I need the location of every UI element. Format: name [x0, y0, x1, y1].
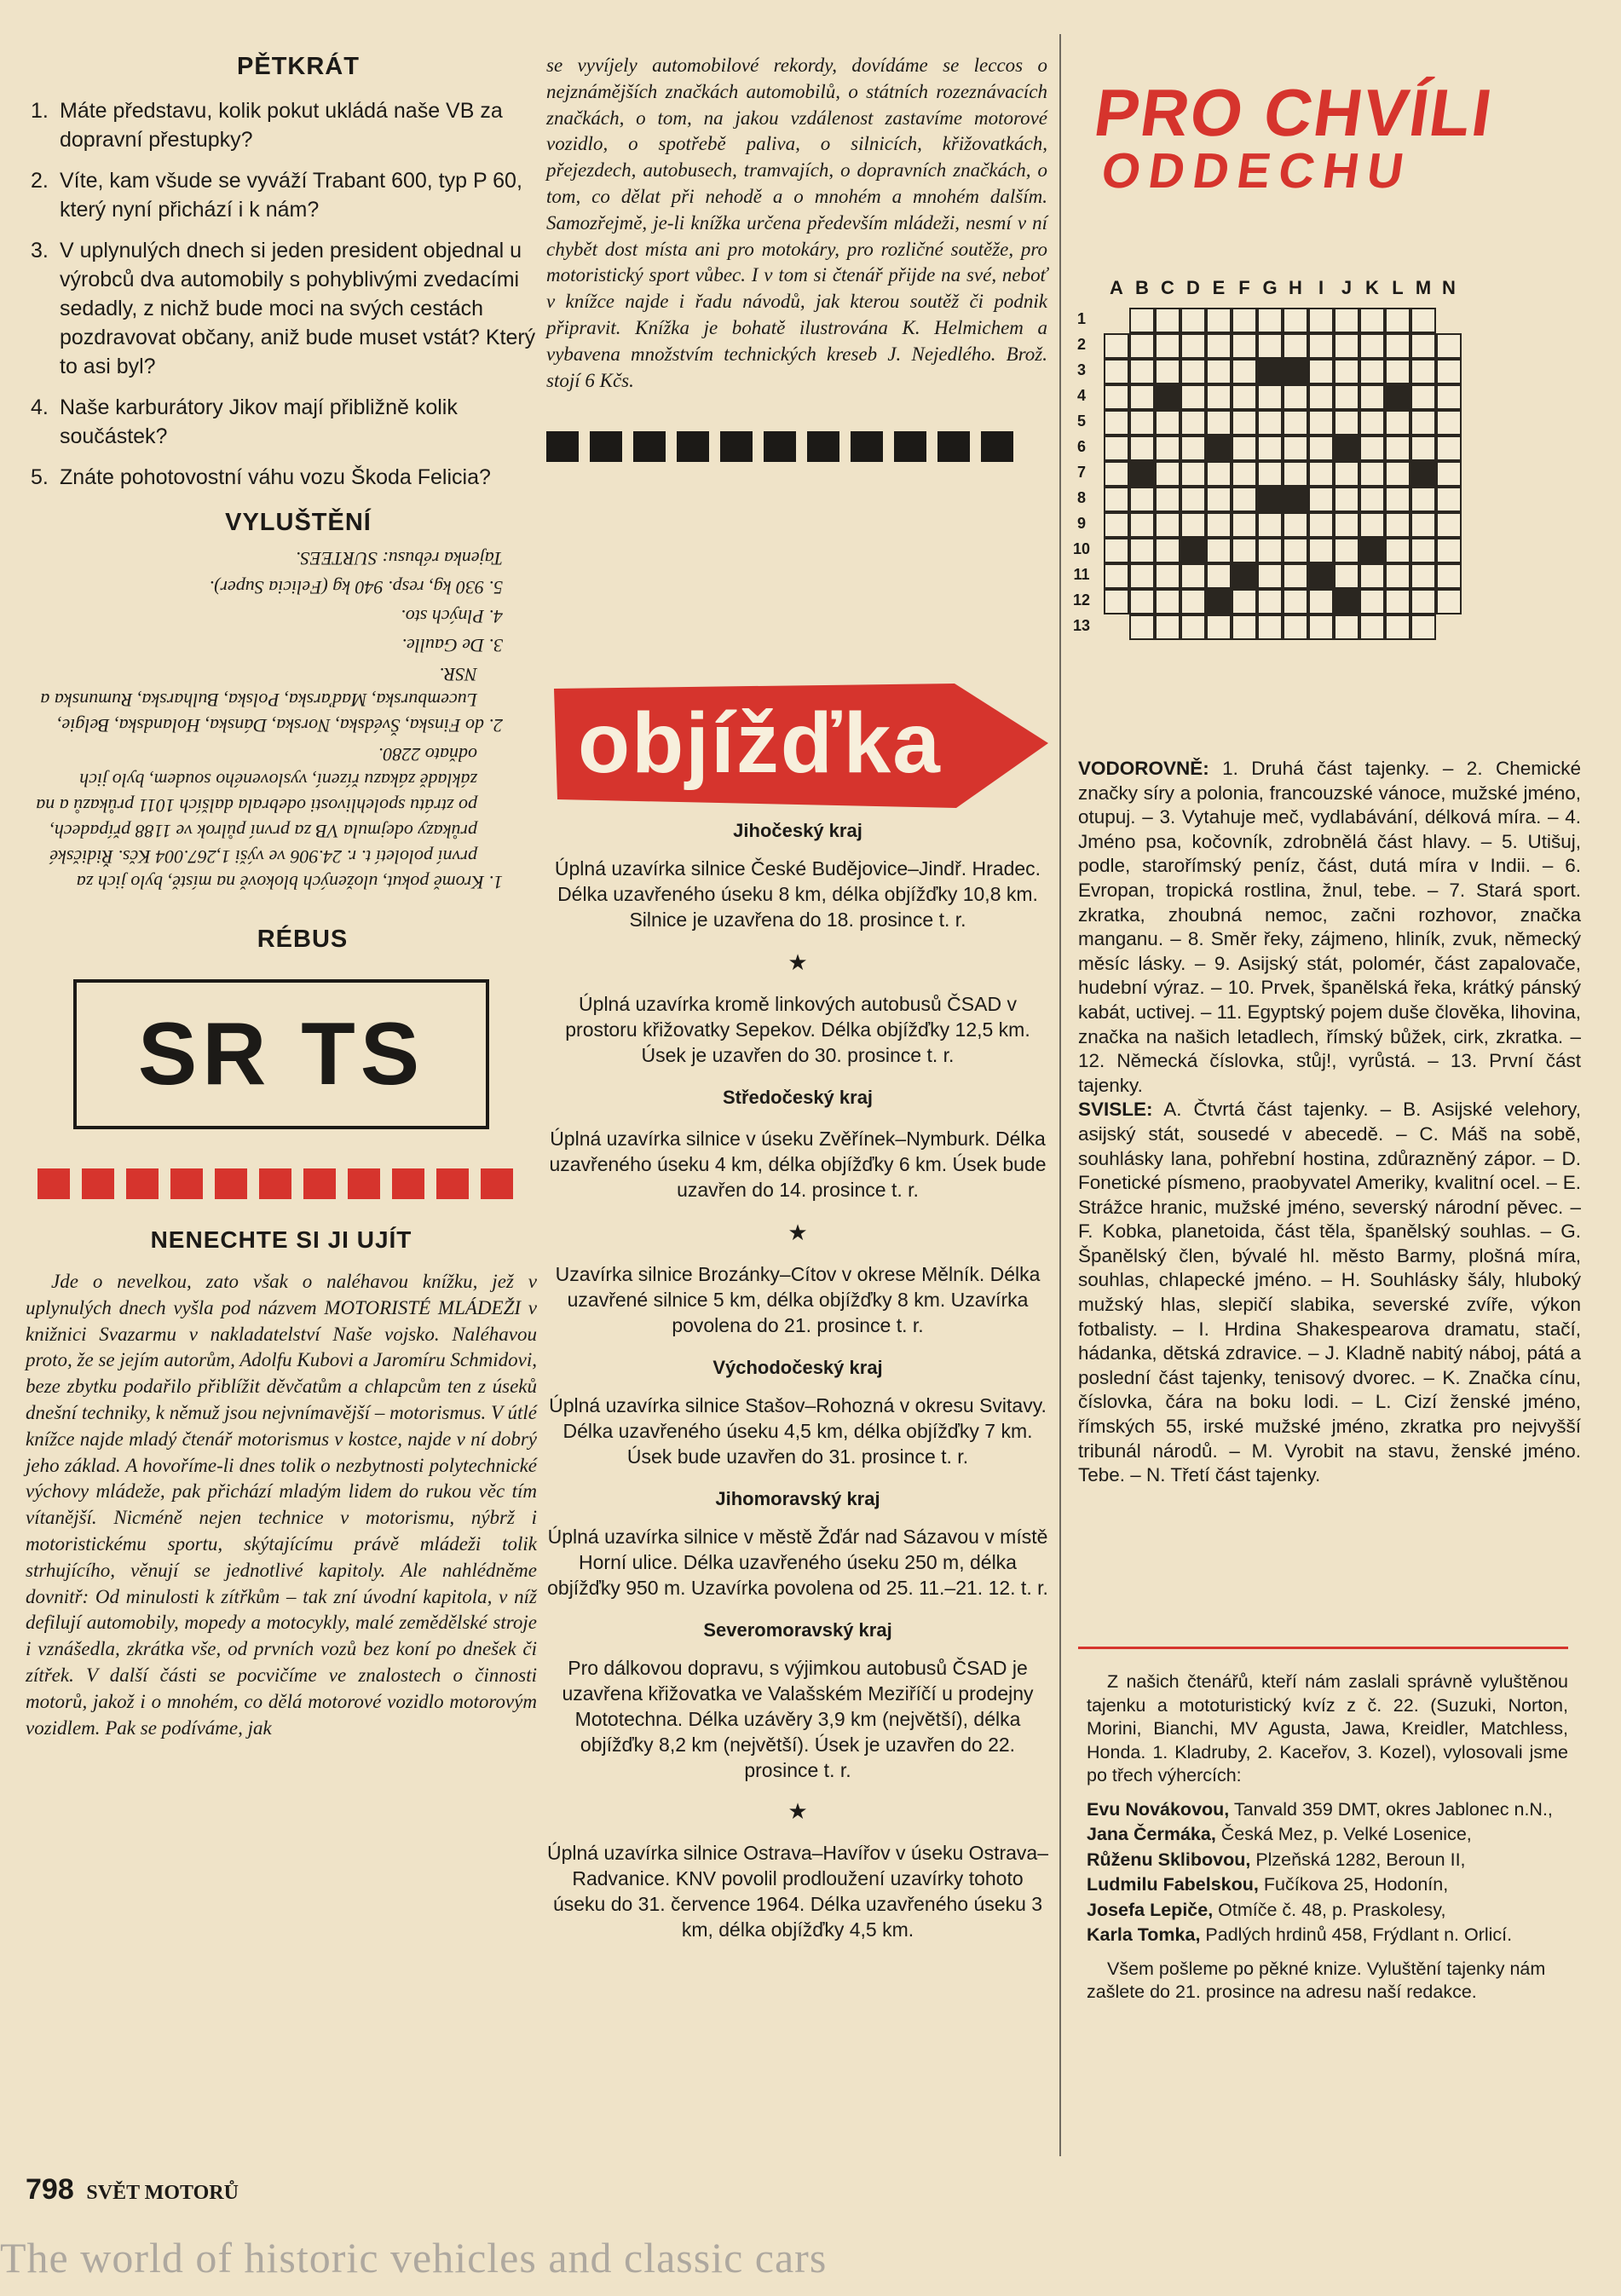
nenechte-body: Jde o nevelkou, zato však o naléhavou knížku, jež v uplynulých dnech vyšla pod názvem MOTORISTÉ MLÁDEŽI v knižnici Svazarmu v nakladatelství Naše vojsko. Naléhavou proto, že se jejím autorům, Adolfu Kubovi a Jaromíru Schmidovi, beze zbytku podařilo přiblížit děvčatům a chlapcům ten z úseků dnešní techniky, k němuž jsou nejvnímavější – motorismus. V útlé knížce najde mladý čtenář motorismus v kostce, najde v ní dobrý jeho základ. A hovoříme-li dnes tolik o nezbytnosti polytechnické výchovy mládeže, pak přichází mladým lidem do rukou věc tím vítanější. Nicméně nejen technice v motorismu, nýbrž i motoristickému sportu, skýtajícímu právě mládeži tolik strhujícího, věnují se jednotlivé kapitoly. Ale nahlédněme dovnitř: Od minulosti k zítřkům – tak zní úvodní kapitola, v níž defilují automobily, mopedy a motocykly, malé zemědělské stroje i vznášedla, zkrátka vše, od prvních vozů bez koní po dnešek či zítřek. V další části se pocvičíme ve znalostech o činnosti motorů, jakož i o mnohém, co dělá motorové vozidlo motorovým vozidlem. Pak se podíváme, jak [26, 1271, 537, 1739]
column-left [26, 0, 537, 1741]
grid-column-letter: E [1212, 277, 1226, 298]
grid-column-letter: A [1110, 277, 1123, 298]
crossword-cell[interactable] [1283, 538, 1308, 563]
crossword-header [1089, 75, 1538, 223]
crossword-cell[interactable] [1359, 436, 1385, 461]
crossword-cell[interactable] [1129, 384, 1155, 410]
grid-row-number: 4 [1076, 387, 1086, 404]
crossword-cell[interactable] [1334, 512, 1359, 538]
crossword-cell[interactable] [1334, 359, 1359, 384]
crossword-cell[interactable] [1180, 614, 1206, 640]
grid-row-number: 8 [1076, 489, 1086, 506]
crossword-cell[interactable] [1410, 589, 1436, 614]
crossword-cell[interactable] [1283, 589, 1308, 614]
crossword-cell[interactable] [1385, 359, 1410, 384]
crossword-cell[interactable] [1308, 461, 1334, 487]
grid-row-number: 3 [1076, 361, 1086, 378]
crossword-cell[interactable] [1308, 410, 1334, 436]
header-line-1: PRO CHVÍLI [1089, 75, 1498, 150]
crossword-cell[interactable] [1308, 614, 1334, 640]
crossword-cell[interactable] [1155, 461, 1180, 487]
crossword-cell[interactable] [1104, 436, 1129, 461]
crossword-cell[interactable] [1180, 487, 1206, 512]
answer-line: 3. De Gaulle. [401, 635, 503, 656]
crossword-clues [1078, 757, 1581, 1488]
crossword-cell[interactable] [1129, 461, 1155, 487]
quiz-list [26, 96, 537, 492]
crossword-cell[interactable] [1334, 563, 1359, 589]
crossword-cell[interactable] [1308, 436, 1334, 461]
winners-section [1087, 1670, 1568, 2005]
crossword-cell[interactable] [1232, 538, 1257, 563]
crossword-cell[interactable] [1257, 487, 1283, 512]
crossword-cell[interactable] [1436, 589, 1462, 614]
crossword-cell[interactable] [1385, 436, 1410, 461]
crossword-cell[interactable] [1283, 461, 1308, 487]
crossword-cell[interactable] [1436, 436, 1462, 461]
crossword-cell[interactable] [1232, 614, 1257, 640]
crossword-cell[interactable] [1232, 512, 1257, 538]
region-heading: Severomoravský kraj [703, 1619, 892, 1641]
crossword-cell[interactable] [1308, 589, 1334, 614]
crossword-grid [1070, 277, 1581, 729]
crossword-cell[interactable] [1334, 384, 1359, 410]
region-heading: Východočeský kraj [712, 1357, 883, 1378]
crossword-cell[interactable] [1410, 614, 1436, 640]
crossword-cell[interactable] [1129, 308, 1155, 333]
crossword-cell[interactable] [1359, 308, 1385, 333]
crossword-cell[interactable] [1180, 563, 1206, 589]
crossword-cell[interactable] [1104, 410, 1129, 436]
crossword-cell[interactable] [1155, 538, 1180, 563]
crossword-cell[interactable] [1129, 563, 1155, 589]
crossword-cell[interactable] [1385, 512, 1410, 538]
crossword-cell[interactable] [1283, 410, 1308, 436]
crossword-cell[interactable] [1206, 563, 1232, 589]
crossword-cell[interactable] [1232, 359, 1257, 384]
crossword-cell[interactable] [1334, 614, 1359, 640]
crossword-cell[interactable] [1334, 308, 1359, 333]
crossword-cell[interactable] [1180, 308, 1206, 333]
crossword-cell[interactable] [1232, 563, 1257, 589]
watermark-text: The world of historic vehicles and classic cars [0, 2234, 828, 2282]
detour-arrow-banner [554, 672, 1050, 813]
grid-column-letter: J [1341, 277, 1353, 298]
red-dash-divider [26, 1168, 537, 1199]
crossword-cell[interactable] [1257, 333, 1283, 359]
crossword-cell[interactable] [1436, 487, 1462, 512]
crossword-cell[interactable] [1180, 436, 1206, 461]
crossword-cell[interactable] [1385, 487, 1410, 512]
grid-row-number: 13 [1072, 617, 1091, 634]
crossword-cell[interactable] [1257, 512, 1283, 538]
star-separator: ★ [787, 949, 808, 975]
crossword-cell[interactable] [1129, 614, 1155, 640]
answer-line: 2. do Finska, Švédska, Norska, Dánska, Holandska, Belgie, Lucemburska, Maďarska, Polska, Bulharska, Rumunska a NSR. [40, 664, 503, 736]
crossword-cell[interactable] [1232, 384, 1257, 410]
quiz-item: 5. Znáte pohotovostní váhu vozu Škoda Felicia? [31, 465, 491, 489]
crossword-cell[interactable] [1283, 384, 1308, 410]
crossword-cell[interactable] [1129, 359, 1155, 384]
grid-column-letter: B [1135, 277, 1149, 298]
crossword-cell[interactable] [1410, 487, 1436, 512]
crossword-cell[interactable] [1206, 359, 1232, 384]
crossword-cell[interactable] [1359, 538, 1385, 563]
rebus-title: RÉBUS [257, 926, 349, 953]
red-divider-line [1078, 1647, 1568, 1649]
crossword-cell[interactable] [1410, 512, 1436, 538]
crossword-cell[interactable] [1206, 512, 1232, 538]
detour-notice: Pro dálkovou dopravu, s výjimkou autobusů ČSAD je uzavřena křižovatka ve Valašském Meziříčí u prodejny Mototechna. Délka uzávěry 3,9 km (největší), délka objížďky 8,2 km (největší). Úsek je uzavřen do 22. prosince t. r. [562, 1657, 1034, 1781]
crossword-cell[interactable] [1257, 563, 1283, 589]
crossword-cell[interactable] [1308, 359, 1334, 384]
crossword-cell[interactable] [1385, 563, 1410, 589]
crossword-cell[interactable] [1180, 589, 1206, 614]
crossword-cell[interactable] [1359, 384, 1385, 410]
crossword-cell[interactable] [1436, 359, 1462, 384]
detour-notice: Uzavírka silnice Brozánky–Cítov v okrese Mělník. Délka uzavřené silnice 5 km, délka objížďky 8 km. Uzavírka povolena do 21. prosince t. r. [555, 1263, 1041, 1336]
crossword-cell[interactable] [1206, 589, 1232, 614]
crossword-cell[interactable] [1155, 436, 1180, 461]
crossword-cell[interactable] [1104, 487, 1129, 512]
grid-row-number: 10 [1072, 540, 1091, 557]
crossword-cell[interactable] [1206, 410, 1232, 436]
crossword-cell[interactable] [1232, 333, 1257, 359]
crossword-cell[interactable] [1436, 333, 1462, 359]
crossword-cell[interactable] [1232, 308, 1257, 333]
answer-line: 4. Plných sto. [401, 606, 503, 627]
crossword-cell[interactable] [1180, 410, 1206, 436]
clues-horizontal: VODOROVNĚ: 1. Druhá část tajenky. – 2. Chemické značky síry a polonia, francouzské vánoce, mužské jméno, otupuj. – 3. Vytahuje meč, vydlabávání, délková míra. – 4. Jméno psa, kočovník, zdrobnělá část hlavy. – 5. Utišuj, podle, starořímský peníz, část, dutá míra v Indii. – 6. Evropan, tropická rostlina, žnul, tebe. – 7. Stará sport. zkratka, zhoubná nemoc, začni rozhovor, značka manganu. – 8. Směr řeky, zájmeno, hliník, zvuk, německý měsíc lásky. – 9. Asijský stát, polomér, část zapalovače, hudební výraz. – 10. Prvek, španělská řeka, krátký pánský kabát, uctivej. – 11. Egyptský pojem duše člověka, lihovina, značka na našich letadlech, římský bůžek, cirk, zkratka. – 12. Německá číslovka, stůj!, vyrůstá. – 13. První část tajenky. [1078, 758, 1581, 1096]
crossword-cell[interactable] [1359, 410, 1385, 436]
crossword-cell[interactable] [1129, 487, 1155, 512]
crossword-cell[interactable] [1257, 436, 1283, 461]
crossword-cell[interactable] [1385, 384, 1410, 410]
crossword-cell[interactable] [1155, 487, 1180, 512]
crossword-cell[interactable] [1410, 563, 1436, 589]
winner-entry: Karla Tomka, Padlých hrdinů 458, Frýdlant n. Orlicí. [1087, 1924, 1513, 1945]
crossword-cell[interactable] [1410, 308, 1436, 333]
crossword-cell[interactable] [1436, 563, 1462, 589]
crossword-cell[interactable] [1410, 359, 1436, 384]
crossword-cell[interactable] [1308, 563, 1334, 589]
crossword-cell[interactable] [1129, 512, 1155, 538]
rebus-puzzle-box: SR TS [73, 979, 489, 1129]
crossword-cell[interactable] [1283, 487, 1308, 512]
crossword-cell[interactable] [1359, 487, 1385, 512]
crossword-cell[interactable] [1334, 487, 1359, 512]
crossword-cell[interactable] [1206, 333, 1232, 359]
nenechte-title: NENECHTE SI JI UJÍT [150, 1226, 412, 1253]
crossword-cell[interactable] [1180, 333, 1206, 359]
crossword-cell[interactable] [1436, 384, 1462, 410]
crossword-cell[interactable] [1308, 384, 1334, 410]
quiz-item: 1. Máte představu, kolik pokut ukládá naše VB za dopravní přestupky? [31, 99, 503, 152]
region-heading: Jihočeský kraj [733, 820, 862, 841]
crossword-cell[interactable] [1410, 461, 1436, 487]
crossword-cell[interactable] [1385, 410, 1410, 436]
grid-row-number: 2 [1076, 336, 1086, 353]
crossword-cell[interactable] [1257, 359, 1283, 384]
crossword-cell[interactable] [1257, 538, 1283, 563]
grid-column-letter: C [1161, 277, 1174, 298]
detour-title: objížďka [578, 695, 942, 791]
crossword-cell[interactable] [1308, 308, 1334, 333]
grid-column-letter: M [1415, 277, 1432, 298]
crossword-cell[interactable] [1359, 461, 1385, 487]
star-separator: ★ [787, 1798, 808, 1824]
crossword-cell[interactable] [1257, 384, 1283, 410]
crossword-cell[interactable] [1257, 410, 1283, 436]
crossword-cell[interactable] [1283, 333, 1308, 359]
crossword-cell[interactable] [1104, 333, 1129, 359]
crossword-cell[interactable] [1385, 614, 1410, 640]
crossword-cell[interactable] [1155, 308, 1180, 333]
detours-list [545, 820, 1050, 1942]
winners-intro: Z našich čtenářů, kteří nám zaslali správně vyluštěnou tajenku a mototuristický kvíz z č. 22. (Suzuki, Norton, Morini, Bianchi, MV Agusta, Jawa, Kreidler, Matchless, Honda. 1. Kladruby, 2. Kaceřov, 3. Kozel), vylosovali jsme po třech výhercích: [1087, 1671, 1568, 1785]
crossword-cell[interactable] [1206, 487, 1232, 512]
detour-notice: Úplná uzavírka silnice v úseku Zvěřínek–Nymburk. Délka uzavřeného úseku 4 km, délka objížďky 6 km. Úsek bude uzavřen do 14. prosince t. r. [549, 1128, 1047, 1201]
crossword-cell[interactable] [1232, 410, 1257, 436]
crossword-cell[interactable] [1410, 436, 1436, 461]
crossword-cell[interactable] [1410, 384, 1436, 410]
crossword-cell[interactable] [1155, 614, 1180, 640]
crossword-cell[interactable] [1359, 512, 1385, 538]
crossword-cell[interactable] [1104, 538, 1129, 563]
crossword-cell[interactable] [1104, 512, 1129, 538]
grid-column-letter: G [1262, 277, 1278, 298]
crossword-cell[interactable] [1385, 589, 1410, 614]
nenechte-continued: se vyvíjely automobilové rekordy, dovídáme se leccos o nejznámějších značkách automobilů, o státních rozeznávacích značkách, o tom, na jakou vzdálenost zastavíme motorové vozidlo, o spotřebě paliva, o silnicích, křižovatkách, přejezdech, autobusech, tramvajích, o dopravních značkách, o tom, co dělat při nehodě a o mnohém a mnohém dalším. Samozřejmě, je-li knížka určena především mládeži, nesmí v ní chybět dost místa ani pro motokáry, pro rozličné soutěže, pro motoristický sport vůbec. I v tom si čtenář přijde na své, neboť v knížce najde i řadu návodů, jak kterou soutěž či podnik připravit. Knížka je bohatě ilustrována K. Helmichem a vybavena množstvím technických kreseb J. Nejedlého. Brož. stojí 6 Kčs. [546, 55, 1047, 391]
crossword-cell[interactable] [1129, 333, 1155, 359]
detour-notice: Úplná uzavírka silnice v městě Žďár nad Sázavou v místě Horní ulice. Délka uzavřeného úseku 250 m, délka objížďky 950 m. Uzavírka povolena od 25. 11.–21. 12. t. r. [547, 1526, 1048, 1599]
crossword-cell[interactable] [1155, 384, 1180, 410]
crossword-cell[interactable] [1104, 384, 1129, 410]
grid-column-letter: N [1442, 277, 1456, 298]
crossword-cell[interactable] [1155, 589, 1180, 614]
black-dash-divider [541, 431, 1053, 462]
page-footer [26, 2173, 239, 2207]
crossword-cell[interactable] [1283, 563, 1308, 589]
crossword-cell[interactable] [1257, 308, 1283, 333]
crossword-cell[interactable] [1410, 538, 1436, 563]
crossword-cell[interactable] [1334, 333, 1359, 359]
crossword-cell[interactable] [1206, 384, 1232, 410]
answer-line: Tajenka rébusu: SURTEES. [295, 548, 503, 569]
crossword-cell[interactable] [1334, 436, 1359, 461]
crossword-cell[interactable] [1129, 410, 1155, 436]
header-line-2: ODDECHU [1098, 143, 1416, 199]
crossword-cell[interactable] [1385, 461, 1410, 487]
crossword-cell[interactable] [1334, 538, 1359, 563]
winners-outro: Všem pošleme po pěkné knize. Vyluštění tajenky nám zašlete do 21. prosince na adresu naší redakce. [1087, 1958, 1546, 2002]
quiz-item: 2. Víte, kam všude se vyváží Trabant 600, typ P 60, který nyní přichází i k nám? [31, 169, 522, 222]
crossword-cell[interactable] [1385, 538, 1410, 563]
grid-column-letter: I [1318, 277, 1324, 298]
quiz-item: 3. V uplynulých dnech si jeden president objednal u výrobců dva automobily s pohyblivými zvedacími sedadly, z nichž bude moci na svých cestách pozdravovat občany, aniž bude muset vstát? Který to asi byl? [31, 239, 536, 378]
crossword-cell[interactable] [1308, 333, 1334, 359]
crossword-cell[interactable] [1359, 614, 1385, 640]
detour-notice: Úplná uzavírka silnice Ostrava–Havířov v úseku Ostrava–Radvanice. KNV povolil prodloužení uzavírky tohoto úseku do 31. července 1964. Délka uzavřeného úseku 3 km, délka objížďky 4,5 km. [546, 1842, 1049, 1941]
petkrat-title: PĚTKRÁT [237, 53, 360, 80]
crossword-cell[interactable] [1206, 461, 1232, 487]
grid-row-number: 11 [1073, 566, 1090, 583]
magazine-name: SVĚT MOTORŮ [86, 2182, 239, 2204]
crossword-cell[interactable] [1257, 461, 1283, 487]
clues-vertical: SVISLE: A. Čtvrtá část tajenky. – B. Asijské velehory, asijský stát, sousedé v abecedě. – C. Máš na sobě, souhlásky lana, pohřební hostina, zdůrazněný zápor. – D. Fonetické písmeno, praobyvatel Ameriky, kvalitní ocel. – E. Strážce hranic, mužské jméno, severský národní pěvec. – F. Kobka, planetoida, část těla, španělský souhlas. – G. Španělský člen, bývalé hl. město Barmy, plošná míra, souhlas, chlapecké jméno. – H. Souhlásky šály, hluboký mužský hlas, slepičí slabika, severské zvíře, výkon fotbalisty. – I. Hrdina Shakespearova dramatu, stačí, hádanka, dětská zdravice. – J. Kladně nabitý náboj, pátá a poslední část tajenky, tenisový dvorec. – K. Značka cínu, číslovka, čára na boku lodi. – L. Cizí ženské jméno, římských 55, irské mužské jméno, zkratka pro nejvyšší tribunál národů. – M. Vyrobit na stavu, ženské jméno. Tebe. – N. Třetí část tajenky. [1078, 1099, 1581, 1486]
crossword-cell[interactable] [1436, 410, 1462, 436]
winner-entry: Ludmilu Fabelskou, Fučíkova 25, Hodonín, [1087, 1874, 1449, 1895]
crossword-cell[interactable] [1155, 563, 1180, 589]
crossword-cell[interactable] [1410, 333, 1436, 359]
grid-column-letter: K [1365, 277, 1379, 298]
crossword-cell[interactable] [1180, 384, 1206, 410]
crossword-cell[interactable] [1206, 436, 1232, 461]
crossword-cell[interactable] [1334, 410, 1359, 436]
crossword-cell[interactable] [1232, 589, 1257, 614]
crossword-cell[interactable] [1155, 512, 1180, 538]
answer-line: 5. 930 kg, resp. 940 kg (Felicia Super). [209, 577, 503, 598]
crossword-cell[interactable] [1436, 461, 1462, 487]
winner-entry: Josefa Lepiče, Otmíče č. 48, p. Praskolesy, [1087, 1899, 1446, 1920]
crossword-cell[interactable] [1232, 487, 1257, 512]
crossword-cell[interactable] [1283, 359, 1308, 384]
grid-column-letter: F [1238, 277, 1250, 298]
winner-entry: Jana Čermáka, Česká Mez, p. Velké Losenice, [1087, 1824, 1472, 1844]
crossword-cell[interactable] [1232, 461, 1257, 487]
winner-entry: Evu Novákovou, Tanvald 359 DMT, okres Jablonec n.N., [1087, 1798, 1553, 1820]
crossword-cell[interactable] [1155, 359, 1180, 384]
grid-column-letter: H [1289, 277, 1302, 298]
detour-notice: Úplná uzavírka kromě linkových autobusů ČSAD v prostoru křižovatky Sepekov. Délka objížďky 12,5 km. Úsek je uzavřen do 30. prosince t. r. [565, 993, 1030, 1066]
answer-line: 1. Kromě pokut, uložených blokově na místě, bylo jich za první pololetí t. r. 24.906 ve výši 1,267.004 Kčs. Řidičské průkazy odejmula VB za první půlrok ve 1188 případech, po ztrátu spolehlivosti odebrala dalších 1011 průkazů a na základě zákazu řízení, vysloveného soudem, bylo jich odňato 2280. [36, 744, 503, 893]
crossword-cell[interactable] [1385, 308, 1410, 333]
crossword-cell[interactable] [1129, 589, 1155, 614]
column-rule [1059, 34, 1061, 2156]
crossword-cell[interactable] [1257, 614, 1283, 640]
crossword-cell[interactable] [1410, 410, 1436, 436]
grid-row-number: 6 [1076, 438, 1086, 455]
quiz-item: 4. Naše karburátory Jikov mají přibližně kolik součástek? [31, 395, 458, 448]
crossword-cell[interactable] [1206, 308, 1232, 333]
crossword-cell[interactable] [1436, 512, 1462, 538]
crossword-cell[interactable] [1308, 538, 1334, 563]
crossword-cell[interactable] [1104, 589, 1129, 614]
crossword-cell[interactable] [1129, 538, 1155, 563]
crossword-cell[interactable] [1334, 461, 1359, 487]
crossword-cell[interactable] [1206, 538, 1232, 563]
crossword-cell[interactable] [1104, 461, 1129, 487]
detour-notice: Úplná uzavírka silnice Stašov–Rohozná v okresu Svitavy. Délka uzavřeného úseku 4,5 km, délka objížďky 7 km. Úsek bude uzavřen do 31. prosince t. r. [549, 1394, 1047, 1468]
crossword-cell[interactable] [1257, 589, 1283, 614]
grid-row-number: 5 [1076, 412, 1086, 430]
detour-notice: Úplná uzavírka silnice České Budějovice–Jindř. Hradec. Délka uzavřeného úseku 8 km, délka objížďky 10,8 km. Silnice je uzavřena do 18. prosince t. r. [554, 857, 1041, 931]
grid-column-letter: L [1392, 277, 1404, 298]
crossword-cell[interactable] [1104, 563, 1129, 589]
crossword-cell[interactable] [1436, 538, 1462, 563]
crossword-cell[interactable] [1180, 512, 1206, 538]
crossword-cell[interactable] [1180, 359, 1206, 384]
crossword-cell[interactable] [1206, 614, 1232, 640]
crossword-cell[interactable] [1232, 436, 1257, 461]
crossword-cell[interactable] [1283, 512, 1308, 538]
crossword-cell[interactable] [1308, 512, 1334, 538]
crossword-cell[interactable] [1283, 436, 1308, 461]
grid-row-number: 1 [1076, 310, 1086, 327]
crossword-cell[interactable] [1283, 614, 1308, 640]
star-separator: ★ [787, 1220, 808, 1245]
crossword-cell[interactable] [1104, 359, 1129, 384]
crossword-cell[interactable] [1359, 359, 1385, 384]
crossword-cell[interactable] [1155, 333, 1180, 359]
crossword-cell[interactable] [1129, 436, 1155, 461]
column-middle [541, 0, 1053, 462]
winners-list [1087, 1798, 1568, 1947]
grid-column-letter: D [1186, 277, 1200, 298]
region-heading: Jihomoravský kraj [715, 1488, 880, 1509]
crossword-cell[interactable] [1180, 461, 1206, 487]
crossword-cell[interactable] [1180, 538, 1206, 563]
vylusteni-answers [26, 545, 537, 895]
crossword-cell[interactable] [1385, 333, 1410, 359]
winner-entry: Růženu Sklibovou, Plzeňská 1282, Beroun II, [1087, 1849, 1466, 1870]
crossword-cell[interactable] [1359, 589, 1385, 614]
grid-row-number: 7 [1076, 464, 1086, 481]
crossword-cell[interactable] [1359, 333, 1385, 359]
vylusteni-title: VYLUŠTĚNÍ [225, 509, 372, 536]
grid-row-number: 12 [1072, 591, 1091, 609]
crossword-cell[interactable] [1155, 410, 1180, 436]
region-heading: Středočeský kraj [722, 1087, 874, 1108]
crossword-cell[interactable] [1283, 308, 1308, 333]
crossword-cell[interactable] [1308, 487, 1334, 512]
page-number: 798 [26, 2173, 74, 2206]
crossword-cell[interactable] [1334, 589, 1359, 614]
crossword-cell[interactable] [1359, 563, 1385, 589]
grid-row-number: 9 [1076, 515, 1086, 532]
